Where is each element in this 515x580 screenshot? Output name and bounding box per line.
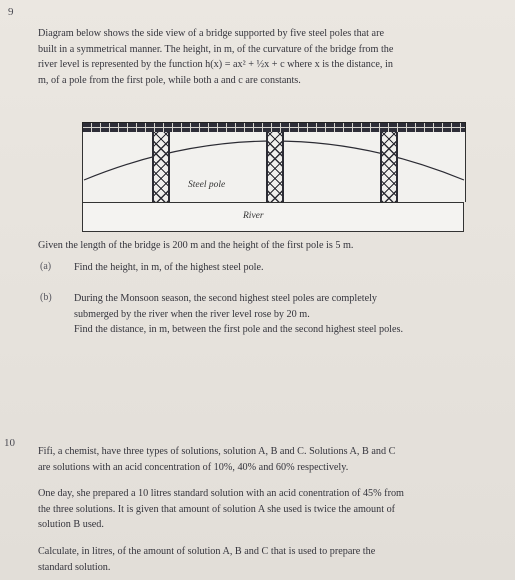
q10-line: are solutions with an acid concentration of 10%, 40% and 60% respectively.: [38, 461, 349, 473]
steel-pole-2: [266, 132, 284, 202]
q10-line: Calculate, in litres, of the amount of solution A, B and C that is used to prepare the: [38, 546, 376, 557]
question-9-intro: [38, 26, 393, 88]
question-9-given: Given the length of the bridge is 200 m and the height of the first pole is 5 m.: [38, 240, 354, 251]
question-10-number: 10: [4, 437, 15, 449]
part-b-label: (b): [40, 292, 52, 303]
part-a-text: Find the height, in m, of the highest steel pole.: [74, 262, 264, 273]
intro-line: Diagram below shows the side view of a bridge supported by five steel poles that are: [38, 28, 384, 39]
steel-pole-1: [152, 132, 170, 202]
question-10-paragraph-2: [38, 486, 404, 533]
part-b-line: submerged by the river when the river level rose by 20 m.: [74, 308, 310, 320]
bridge-diagram: [82, 122, 464, 232]
question-9-number: 9: [8, 6, 14, 18]
q10-line: the three solutions. It is given that amount of solution A she used is twice the amount of: [38, 503, 396, 515]
part-a-label: (a): [40, 261, 52, 272]
q10-line: Fifi, a chemist, have three types of solutions, solution A, B and C. Solutions A, B and C: [38, 446, 396, 457]
part-b-line: During the Monsoon season, the second highest steel poles are completely: [74, 293, 378, 304]
part-b-line: Find the distance, in m, between the first pole and the second highest steel poles.: [74, 324, 404, 335]
steel-pole-label: Steel pole: [188, 180, 226, 190]
question-10-paragraph-1: [38, 444, 395, 475]
river-band: [82, 202, 464, 232]
intro-line: built in a symmetrical manner. The height, in m, of the curvature of the bridge from the: [38, 43, 394, 55]
question-10-paragraph-3: [38, 544, 375, 575]
q10-line: solution B used.: [38, 519, 104, 530]
intro-line: m, of a pole from the first pole, while both a and c are constants.: [38, 74, 301, 86]
part-b-text: [74, 291, 403, 338]
q10-line: One day, she prepared a 10 litres standard solution with an acid conentration of 45% from: [38, 488, 404, 499]
steel-pole-3: [380, 132, 398, 202]
q10-line: standard solution.: [38, 561, 111, 573]
intro-line: river level is represented by the function h(x) = ax² + ½x + c where x is the distance, in: [38, 59, 393, 70]
river-label: River: [243, 211, 264, 221]
